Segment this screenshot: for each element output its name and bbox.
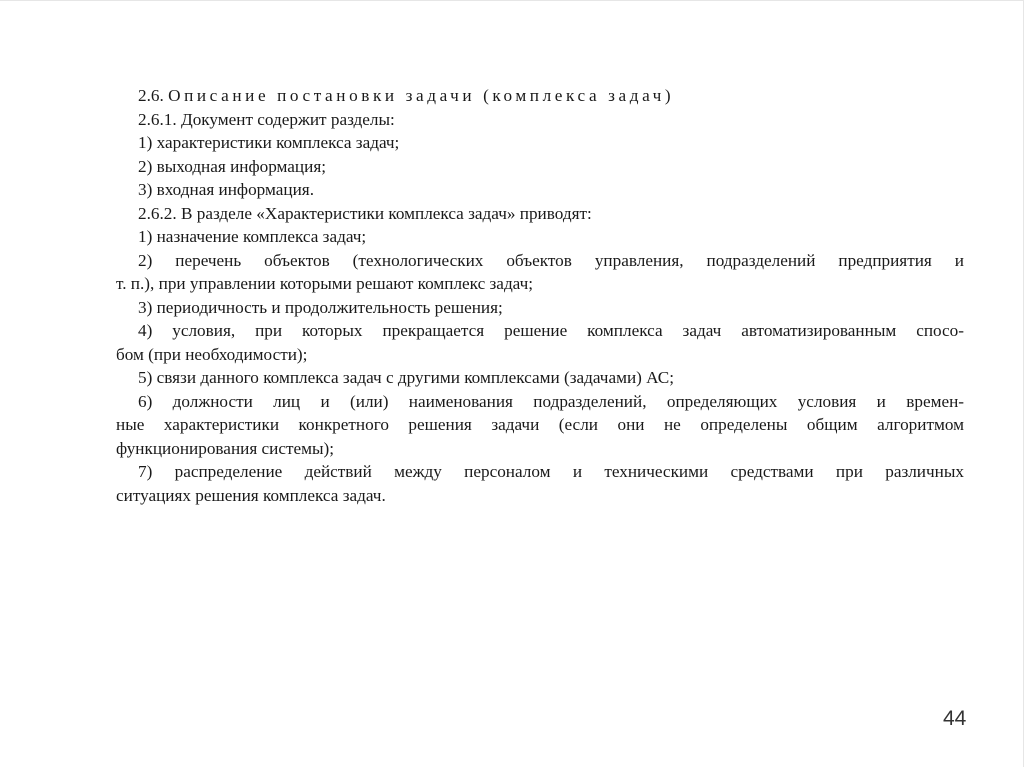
text-line: 2.6.1. Документ содержит разделы: bbox=[138, 109, 395, 129]
list-item: 1) характеристики комплекса задач; bbox=[138, 133, 400, 152]
list-item: 2) выходная информация; bbox=[138, 156, 327, 176]
list-item-continuation: бом (при необходимости); bbox=[116, 344, 308, 364]
list-item: 6) должности лиц и (или) наименования подразделений, определяющих условия и времен- bbox=[138, 391, 964, 411]
list-item-continuation: ные характеристики конкретного решения задачи (если они не определены общим алгоритмом bbox=[116, 415, 964, 434]
document-body bbox=[116, 84, 964, 507]
section-heading-text: Описание постановки задачи (комплекса задач) bbox=[168, 86, 675, 105]
list-item: 3) периодичность и продолжительность решения; bbox=[138, 297, 503, 317]
slide-border-top bbox=[0, 0, 1024, 1]
list-item: 2) перечень объектов (технологических объектов управления, подразделений предприятия и bbox=[138, 250, 964, 270]
list-item: 1) назначение комплекса задач; bbox=[138, 227, 367, 246]
list-item: 3) входная информация. bbox=[138, 180, 314, 199]
list-item-continuation: функционирования системы); bbox=[116, 438, 335, 458]
section-heading-number: 2.6. bbox=[138, 86, 164, 105]
list-item-continuation: ситуациях решения комплекса задач. bbox=[116, 485, 386, 505]
list-item: 7) распределение действий между персоналом и техническими средствами при различных bbox=[138, 462, 964, 481]
list-item: 4) условия, при которых прекращается решение комплекса задач автоматизированным спосо- bbox=[138, 321, 964, 340]
list-item: 5) связи данного комплекса задач с другими комплексами (задачами) АС; bbox=[138, 368, 674, 387]
list-item-continuation: т. п.), при управлении которыми решают комплекс задач; bbox=[116, 274, 534, 293]
page-number: 44 bbox=[943, 707, 967, 730]
text-line: 2.6.2. В разделе «Характеристики комплекса задач» приводят: bbox=[138, 203, 592, 223]
section-heading bbox=[116, 84, 964, 108]
